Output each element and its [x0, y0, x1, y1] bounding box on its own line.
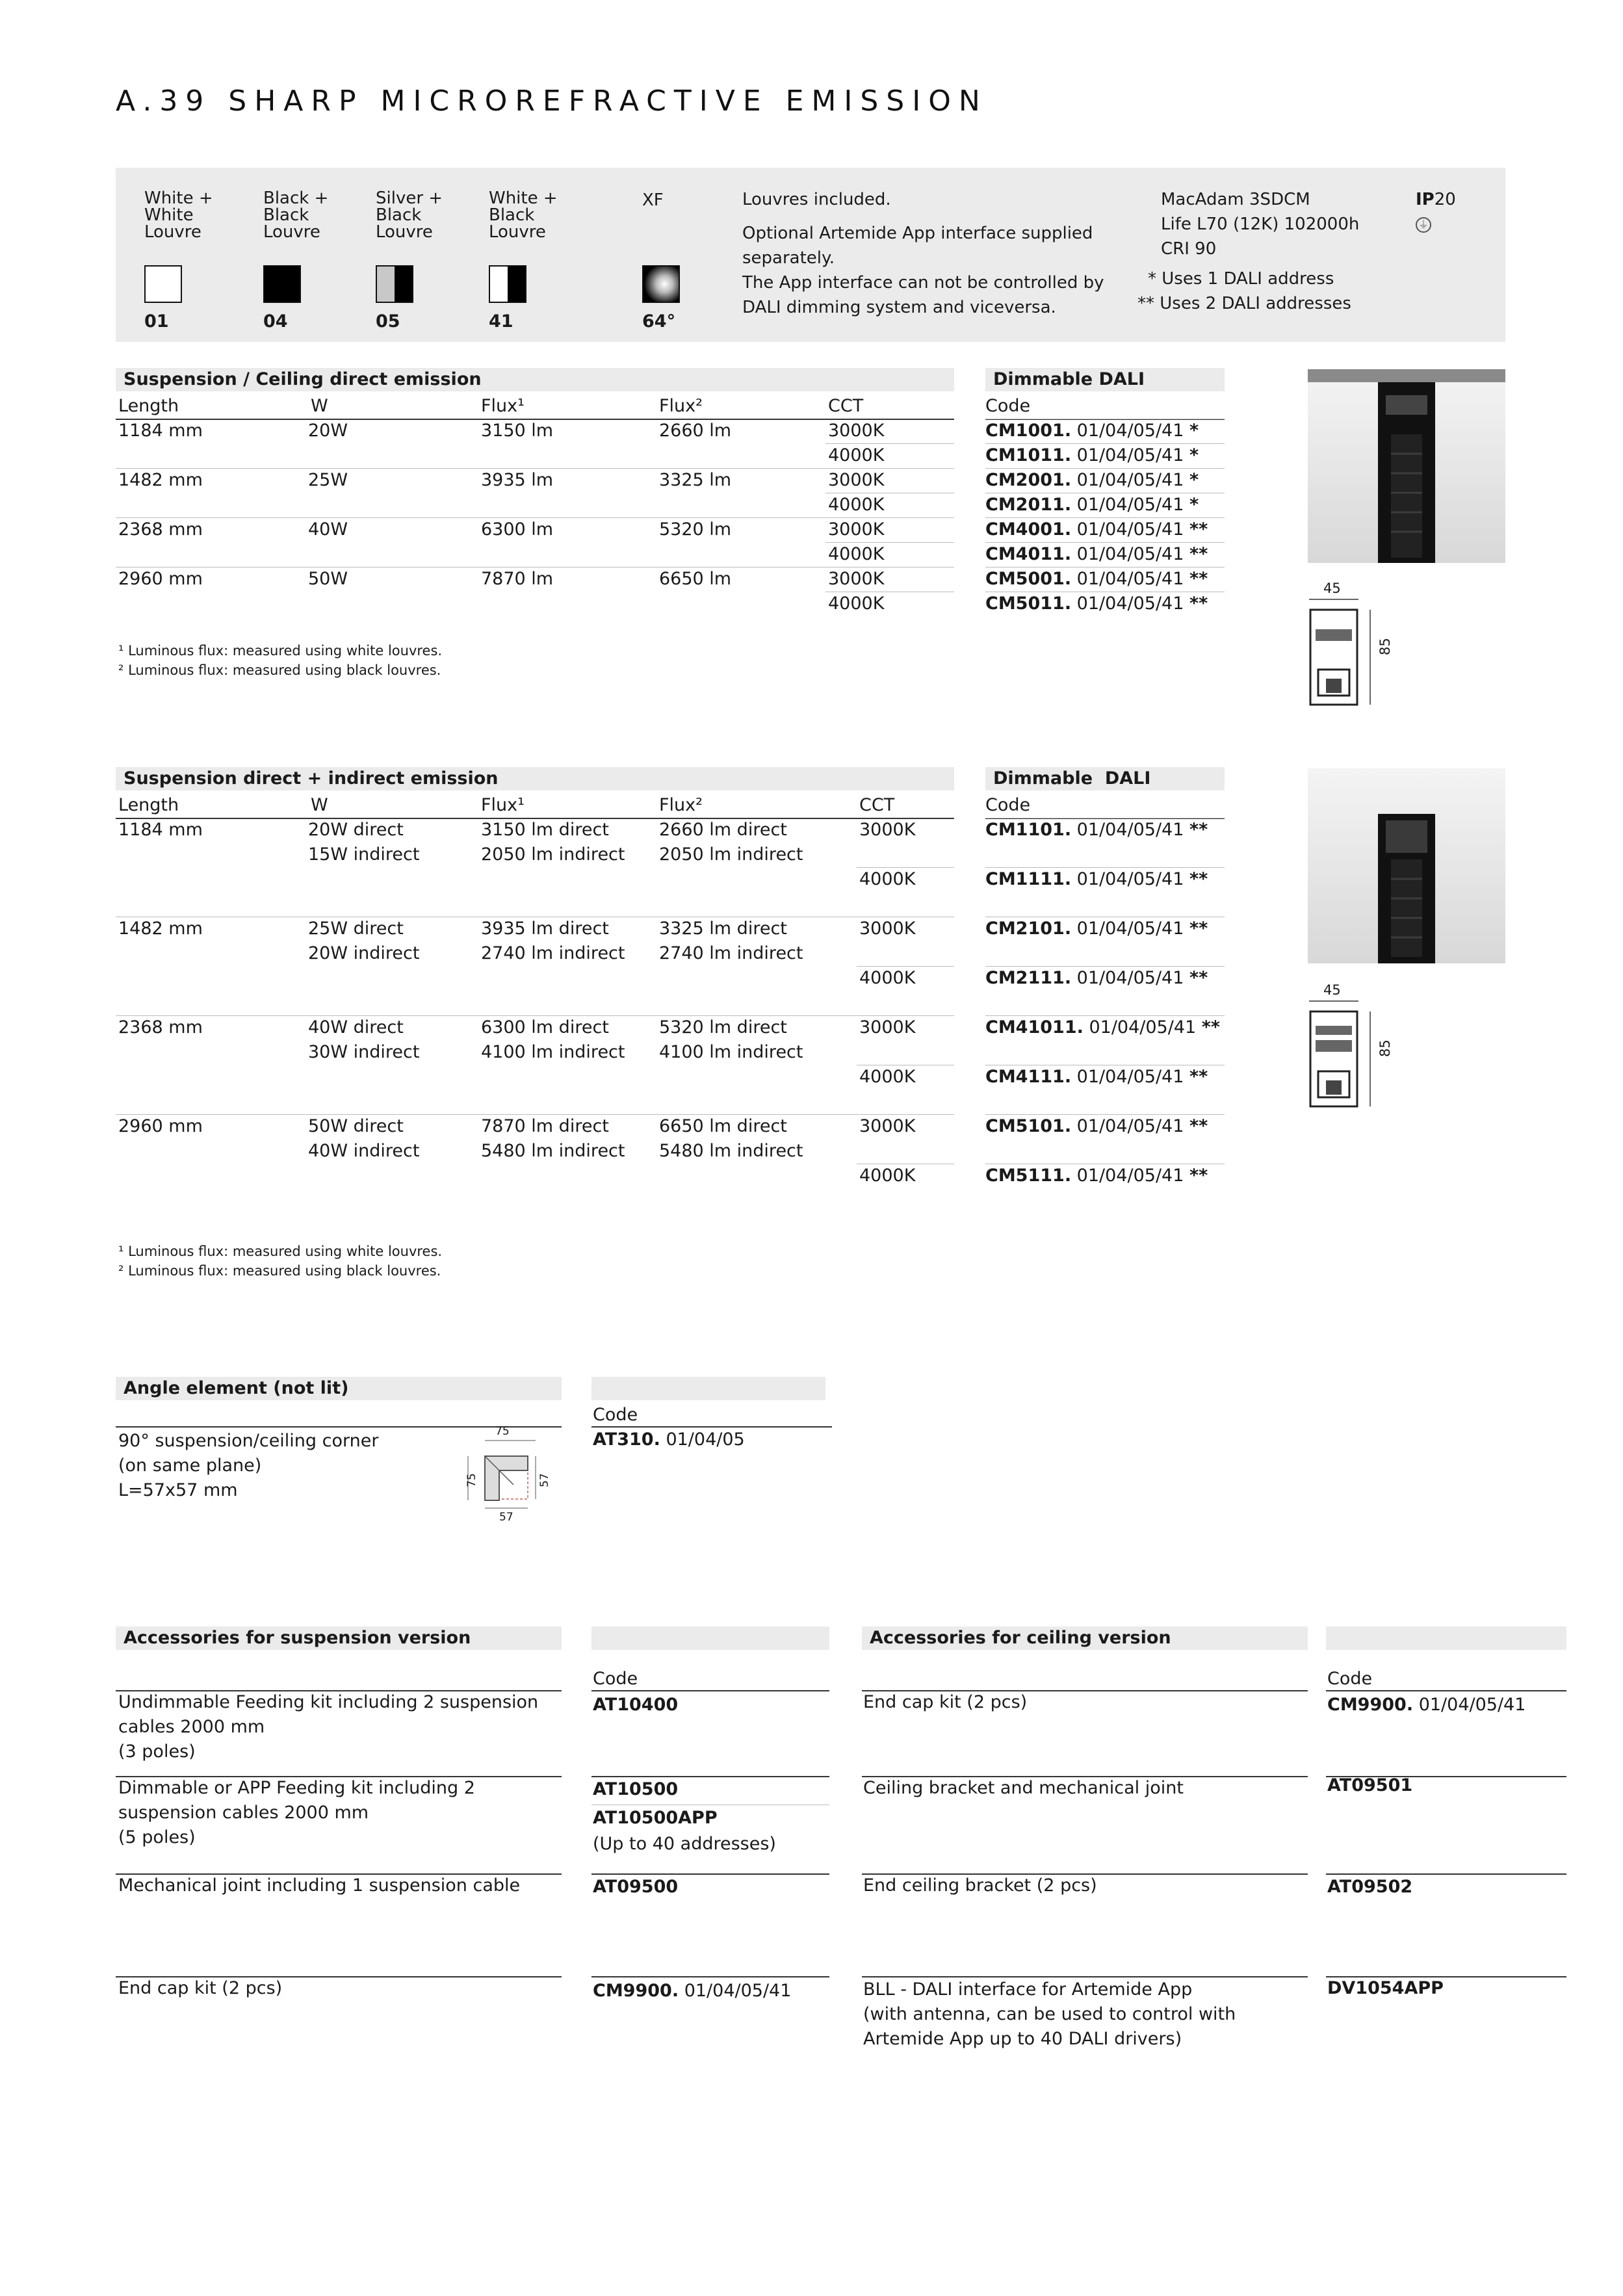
table2-cell-cct: 4000K — [859, 869, 916, 889]
acc-susp-item-4: End cap kit (2 pcs) — [118, 1978, 283, 1998]
angle-code: AT310. 01/04/05 — [593, 1429, 745, 1450]
table1-cell-code: CM4001. 01/04/05/41 ** — [985, 519, 1208, 540]
table2-cell-cct: 3000K — [859, 1116, 916, 1136]
table1-header-w: W — [311, 396, 328, 416]
acc-susp-item-2: Dimmable or APP Feeding kit including 2 suspension cables 2000 mm (5 poles) — [118, 1778, 475, 1847]
table1-cell-cct: 4000K — [828, 445, 885, 465]
table1-cell-length: 2368 mm — [118, 519, 203, 540]
finish-label-white: White + White Louvre — [144, 189, 213, 242]
table2-cell-w: 30W indirect — [308, 1042, 420, 1062]
acc-susp-item-1: Undimmable Feeding kit including 2 suspension cables 2000 mm (3 poles) — [118, 1692, 539, 1762]
table2-cell-cct: 4000K — [859, 968, 916, 988]
table2-cell-flux1: 2050 lm indirect — [481, 844, 625, 865]
table2-dim-width: 45 — [1323, 982, 1341, 998]
acc-susp-code-2c: (Up to 40 addresses) — [593, 1834, 776, 1854]
angle-desc-3: L=57x57 mm — [118, 1480, 238, 1500]
table1-cell-cct: 3000K — [828, 569, 885, 589]
table2-cell-flux2: 4100 lm indirect — [659, 1042, 803, 1062]
table2-cell-code: CM5111. 01/04/05/41 ** — [985, 1166, 1208, 1186]
acc-ceil-title: Accessories for ceiling version — [862, 1626, 1308, 1650]
spec-dali2: ** Uses 2 DALI addresses — [1137, 294, 1351, 313]
table2-header-flux2: Flux² — [659, 795, 703, 815]
table2-cell-cct: 3000K — [859, 820, 916, 840]
table1-cell-length: 1184 mm — [118, 421, 203, 441]
finish-code-41: 41 — [489, 311, 513, 332]
table1-cell-cct: 4000K — [828, 495, 885, 515]
spec-cri: CRI 90 — [1161, 239, 1217, 259]
table2-note2: ² Luminous flux: measured using black louvres. — [118, 1263, 441, 1279]
table2-header-code: Code — [985, 795, 1031, 815]
table1-body — [116, 419, 1225, 620]
ground-icon: ⏚ — [1416, 217, 1431, 233]
acc-ceil-code-1: CM9900. 01/04/05/41 — [1327, 1695, 1526, 1715]
table2-cell-code: CM1101. 01/04/05/41 ** — [985, 820, 1208, 840]
acc-susp-code-2: AT10500 — [593, 1779, 679, 1799]
finish-label-black: Black + Black Louvre — [263, 189, 329, 242]
acc-susp-code-1: AT10400 — [593, 1695, 679, 1715]
table2-cell-flux1: 5480 lm indirect — [481, 1141, 625, 1161]
table2-cell-cct: 3000K — [859, 919, 916, 939]
table1-cell-flux2: 2660 lm — [659, 421, 732, 441]
table2-code-title: Dimmable DALI — [985, 767, 1225, 790]
table1-header-code: Code — [985, 396, 1031, 416]
table1-cell-length: 2960 mm — [118, 569, 203, 589]
angle-desc-2: (on same plane) — [118, 1455, 262, 1476]
table1-cell-w: 50W — [308, 569, 348, 589]
table1-code-title: Dimmable DALI — [985, 368, 1225, 391]
acc-susp-title: Accessories for suspension version — [116, 1626, 562, 1650]
acc-susp-code-header: Code — [593, 1669, 638, 1689]
table1-cell-code: CM4011. 01/04/05/41 ** — [985, 544, 1208, 564]
table1-cell-code: CM1001. 01/04/05/41 * — [985, 421, 1199, 441]
info-app-dali: The App interface can not be controlled by DALI dimming system and viceversa. — [742, 273, 1104, 317]
table2-cell-flux1: 4100 lm indirect — [481, 1042, 625, 1062]
table1-note1: ¹ Luminous flux: measured using white louvres. — [118, 643, 443, 659]
table2-cell-w: 40W direct — [308, 1017, 404, 1037]
acc-line-b4 — [591, 1976, 829, 1977]
table2-cell-w: 40W indirect — [308, 1141, 420, 1161]
finish-code-01: 01 — [144, 311, 169, 332]
acc-ceil-item-1: End cap kit (2 pcs) — [863, 1692, 1028, 1712]
angle-code-header: Code — [593, 1405, 638, 1425]
acc-line-b1 — [591, 1690, 829, 1691]
finish-code-64: 64° — [642, 311, 676, 332]
acc-ceil-code-bar — [1326, 1626, 1566, 1650]
acc-ceil-code-3: AT09502 — [1327, 1877, 1413, 1897]
table2-note1: ¹ Luminous flux: measured using white louvres. — [118, 1244, 443, 1259]
table1-header-flux2: Flux² — [659, 396, 703, 416]
table2-cell-flux1: 7870 lm direct — [481, 1116, 609, 1136]
acc-ceil-item-3: End ceiling bracket (2 pcs) — [863, 1875, 1097, 1896]
table2-cell-cct: 4000K — [859, 1067, 916, 1087]
table2-cell-flux2: 3325 lm direct — [659, 919, 787, 939]
info-app: Optional Artemide App interface supplied separately. — [742, 224, 1093, 268]
table2-body — [116, 818, 1225, 1221]
acc-ceil-item-4: BLL - DALI interface for Artemide App — [863, 1979, 1193, 2000]
finish-label-silver: Silver + Black Louvre — [376, 189, 443, 242]
acc-susp-code-3: AT09500 — [593, 1877, 679, 1897]
profile-section-direct — [1306, 598, 1378, 709]
product-photo-direct-indirect — [1308, 768, 1505, 963]
table1-cell-flux2: 3325 lm — [659, 470, 732, 490]
angle-dim-left: 75 — [465, 1473, 478, 1487]
table1-cell-w: 20W — [308, 421, 348, 441]
table2-cell-flux2: 2740 lm indirect — [659, 943, 803, 963]
table2-cell-w: 50W direct — [308, 1116, 404, 1136]
table1-cell-code: CM2011. 01/04/05/41 * — [985, 495, 1199, 515]
table2-cell-flux2: 5480 lm indirect — [659, 1141, 803, 1161]
angle-dim-top: 75 — [495, 1425, 510, 1438]
table1-cell-w: 40W — [308, 519, 348, 540]
table2-cell-flux1: 6300 lm direct — [481, 1017, 609, 1037]
table1-cell-cct: 3000K — [828, 421, 885, 441]
swatch-white — [144, 265, 182, 303]
table2-header-w: W — [311, 795, 328, 815]
table2-header-cct: CCT — [859, 795, 895, 815]
angle-desc-1: 90° suspension/ceiling corner — [118, 1431, 379, 1451]
table2-header-length: Length — [118, 795, 179, 815]
table2-cell-w: 20W indirect — [308, 943, 420, 963]
table1-cell-flux2: 6650 lm — [659, 569, 732, 589]
acc-susp-item-3: Mechanical joint including 1 suspension cable — [118, 1875, 521, 1896]
angle-dim-bottom: 57 — [499, 1511, 513, 1524]
table1-cell-flux1: 3150 lm — [481, 421, 554, 441]
angle-code-bar — [591, 1377, 825, 1400]
table2-cell-code: CM1111. 01/04/05/41 ** — [985, 869, 1208, 889]
angle-dim-right: 57 — [538, 1473, 551, 1487]
table1-cell-cct: 4000K — [828, 594, 885, 614]
page-title: A.39 SHARP MICROREFRACTIVE EMISSION — [116, 85, 988, 118]
table1-header-length: Length — [118, 396, 179, 416]
table2-cell-w: 20W direct — [308, 820, 404, 840]
table2-cell-length: 1184 mm — [118, 820, 203, 840]
spec-macadam: MacAdam 3SDCM — [1161, 190, 1310, 209]
table2-cell-flux1: 3935 lm direct — [481, 919, 609, 939]
acc-ceil-code-header: Code — [1327, 1669, 1373, 1689]
acc-ceil-item-2: Ceiling bracket and mechanical joint — [863, 1778, 1184, 1798]
table1-cell-code: CM5011. 01/04/05/41 ** — [985, 594, 1208, 614]
angle-title: Angle element (not lit) — [116, 1377, 562, 1400]
table1-cell-flux1: 7870 lm — [481, 569, 554, 589]
table1-cell-length: 1482 mm — [118, 470, 203, 490]
acc-susp-code-bar — [591, 1626, 829, 1650]
product-photo-direct — [1308, 369, 1505, 563]
acc-ceil-code-4: DV1054APP — [1327, 1978, 1444, 1998]
table1-note2: ² Luminous flux: measured using black louvres. — [118, 662, 441, 678]
table2-cell-length: 2960 mm — [118, 1116, 203, 1136]
table2-cell-flux2: 2660 lm direct — [659, 820, 787, 840]
table2-dim-height: 85 — [1377, 1039, 1393, 1057]
table2-title: Suspension direct + indirect emission — [116, 767, 954, 790]
swatch-xf-gradient — [642, 265, 680, 303]
table1-cell-code: CM2001. 01/04/05/41 * — [985, 470, 1199, 490]
table2-cell-w: 15W indirect — [308, 844, 420, 865]
swatch-white-black — [489, 265, 526, 303]
table2-header-flux1: Flux¹ — [481, 795, 525, 815]
table1-title: Suspension / Ceiling direct emission — [116, 368, 954, 391]
table1-dim-height: 85 — [1377, 638, 1393, 655]
table2-cell-flux2: 2050 lm indirect — [659, 844, 803, 865]
spec-ip: IP20 — [1416, 190, 1456, 209]
table1-cell-code: CM5001. 01/04/05/41 ** — [985, 569, 1208, 589]
table2-cell-code: CM2111. 01/04/05/41 ** — [985, 968, 1208, 988]
table1-cell-cct: 4000K — [828, 544, 885, 564]
table1-cell-flux2: 5320 lm — [659, 519, 732, 540]
acc-ceil-item-4-detail: (with antenna, can be used to control with Artemide App up to 40 DALI drivers) — [863, 2004, 1236, 2049]
spec-life: Life L70 (12K) 102000h — [1161, 215, 1360, 234]
finish-code-04: 04 — [263, 311, 288, 332]
table1-cell-cct: 3000K — [828, 519, 885, 540]
acc-susp-code-4: CM9900. 01/04/05/41 — [593, 1981, 792, 2001]
table2-cell-code: CM5101. 01/04/05/41 ** — [985, 1116, 1208, 1136]
acc-line-d1 — [1326, 1690, 1566, 1691]
table2-cell-length: 1482 mm — [118, 919, 203, 939]
table2-cell-code: CM41011. 01/04/05/41 ** — [985, 1017, 1221, 1037]
acc-ceil-code-2: AT09501 — [1327, 1775, 1413, 1795]
finish-label-xf: XF — [642, 190, 664, 210]
table2-cell-code: CM4111. 01/04/05/41 ** — [985, 1067, 1208, 1087]
table2-cell-flux1: 2740 lm indirect — [481, 943, 625, 963]
table1-header-flux1: Flux¹ — [481, 396, 525, 416]
table1-dim-width: 45 — [1323, 581, 1341, 596]
table2-cell-cct: 4000K — [859, 1166, 916, 1186]
table1-cell-flux1: 6300 lm — [481, 519, 554, 540]
table1-cell-flux1: 3935 lm — [481, 470, 554, 490]
table2-cell-w: 25W direct — [308, 919, 404, 939]
table1-cell-cct: 3000K — [828, 470, 885, 490]
spec-dali1: * Uses 1 DALI address — [1148, 269, 1334, 289]
finish-label-white-black: White + Black Louvre — [489, 189, 558, 242]
info-louvres: Louvres included. — [742, 190, 891, 209]
table1-header-cct: CCT — [828, 396, 864, 416]
table2-cell-flux1: 3150 lm direct — [481, 820, 609, 840]
table1-cell-w: 25W — [308, 470, 348, 490]
finish-code-05: 05 — [376, 311, 400, 332]
table1-cell-code: CM1011. 01/04/05/41 * — [985, 445, 1199, 465]
table2-cell-code: CM2101. 01/04/05/41 ** — [985, 919, 1208, 939]
profile-section-direct-indirect — [1306, 1000, 1378, 1110]
table2-cell-flux2: 5320 lm direct — [659, 1017, 787, 1037]
swatch-silver-black — [376, 265, 413, 303]
acc-susp-code-2b: AT10500APP — [593, 1808, 718, 1828]
table2-cell-flux2: 6650 lm direct — [659, 1116, 787, 1136]
table2-cell-cct: 3000K — [859, 1017, 916, 1037]
swatch-black — [263, 265, 301, 303]
table2-cell-length: 2368 mm — [118, 1017, 203, 1037]
